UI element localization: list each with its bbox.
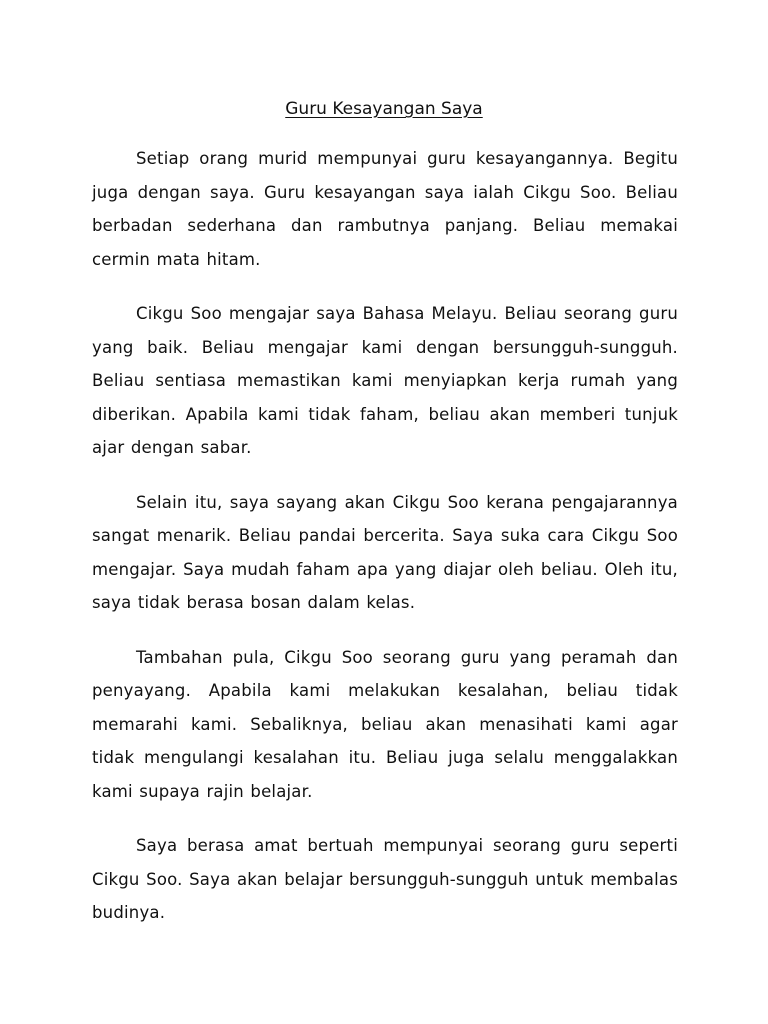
paragraph-1: Setiap orang murid mempunyai guru kesayangannya. Begitu juga dengan saya. Guru kesayangan saya ialah Cikgu Soo. Beliau berbadan sederhana dan rambutnya panjang. Beliau memakai cermin mata hitam. bbox=[92, 149, 678, 269]
paragraph-3: Selain itu, saya sayang akan Cikgu Soo kerana pengajarannya sangat menarik. Beliau pandai bercerita. Saya suka cara Cikgu Soo mengajar. Saya mudah faham apa yang diajar oleh beliau. Oleh itu, saya tidak berasa bosan dalam kelas. bbox=[92, 492, 678, 612]
essay-title: Guru Kesayangan Saya bbox=[285, 99, 483, 119]
essay-body bbox=[92, 142, 678, 951]
paragraph-5: Saya berasa amat bertuah mempunyai seorang guru seperti Cikgu Soo. Saya akan belajar bersungguh-sungguh untuk membalas budinya. bbox=[92, 836, 678, 922]
paragraph-2: Cikgu Soo mengajar saya Bahasa Melayu. Beliau seorang guru yang baik. Beliau mengajar kami dengan bersungguh-sungguh. Beliau sentiasa memastikan kami menyiapkan kerja rumah yang diberikan. Apabila kami tidak faham, beliau akan memberi tunjuk ajar dengan sabar. bbox=[92, 304, 678, 457]
paragraph-4: Tambahan pula, Cikgu Soo seorang guru yang peramah dan penyayang. Apabila kami melakukan kesalahan, beliau tidak memarahi kami. Sebaliknya, beliau akan menasihati kami agar tidak mengulangi kesalahan itu. Beliau juga selalu menggalakkan kami supaya rajin belajar. bbox=[92, 647, 678, 801]
